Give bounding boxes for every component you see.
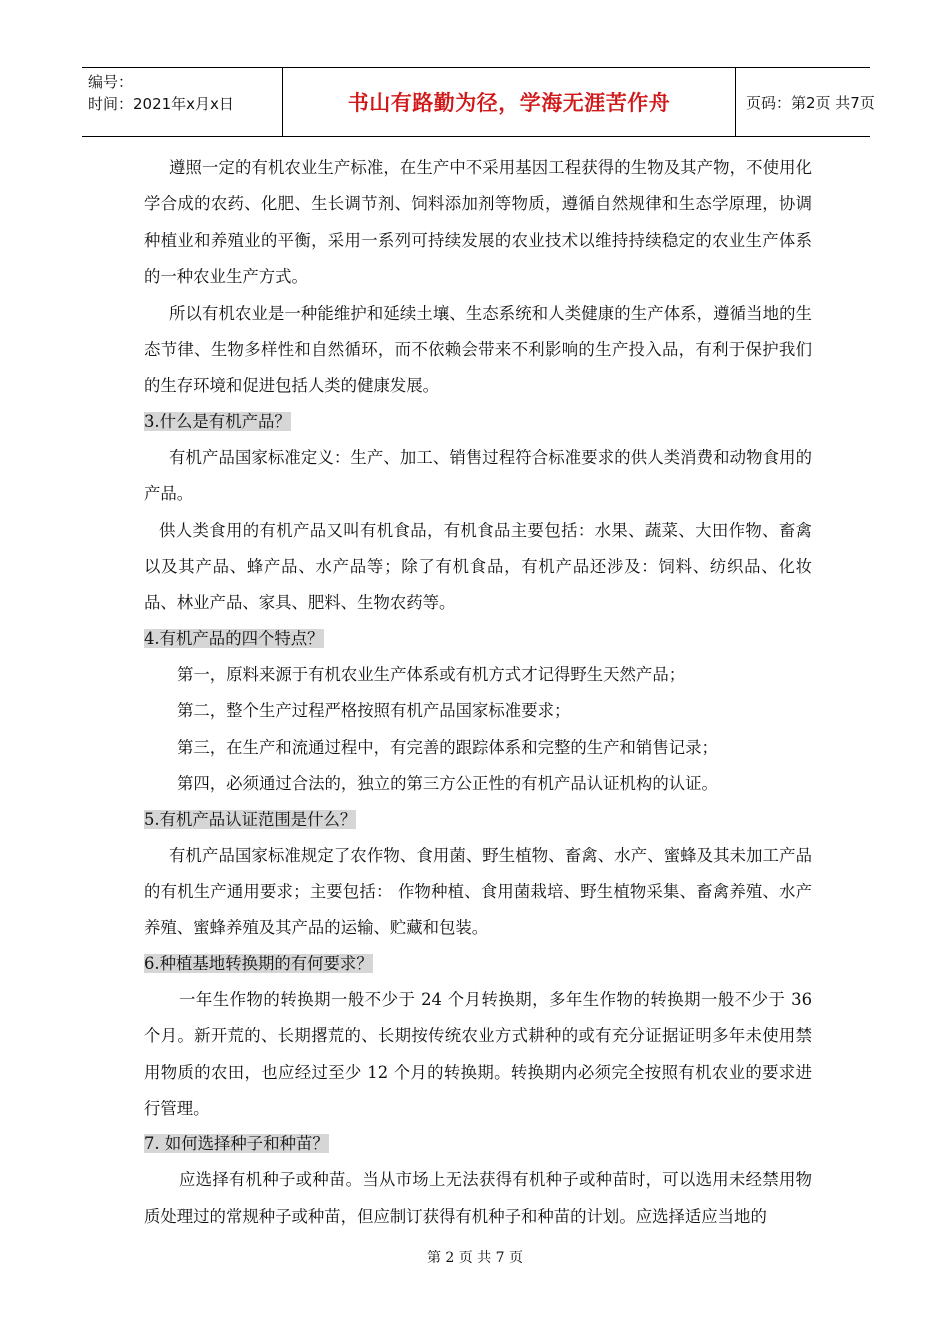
section-heading-5	[144, 805, 812, 835]
number-label: 编号：	[88, 73, 134, 91]
header-page-label: 页码：第2页 共7页	[746, 93, 875, 112]
feature-item-2: 第二，整个生产过程严格按照有机产品国家标准要求；	[177, 701, 571, 721]
feature-item-3: 第三，在生产和流通过程中，有完善的跟踪体系和完整的生产和销售记录；	[177, 737, 718, 757]
section-heading-3-text: 3.什么是有机产品？	[144, 411, 291, 431]
section-heading-5-text: 5.有机产品认证范围是什么？	[144, 809, 357, 829]
paragraph-organic-farming-benefits: 所以有机农业是一种能维护和延续土壤、生态系统和人类健康的生产体系，遵循当地的生态节律、生物多样性和自然循环，而不依赖会带来不利影响的生产投入品，有利于保护我们的生存环境和促进包括人类的健康发展。	[144, 303, 812, 396]
paragraph-conversion-period: 一年生作物的转换期一般不少于 24 个月转换期，多年生作物的转换期一般不少于 36 个月。新开荒的、长期撂荒的、长期按传统农业方式耕种的或有充分证据证明多年未使用禁用物质的农田，也应经过至少 12 个月的转换期。转换期内必须完全按照有机农业的要求进行管理。	[144, 989, 812, 1118]
header-motto: 书山有路勤为径，学海无涯苦作舟	[347, 91, 671, 115]
paragraph-seed-selection: 应选择有机种子或种苗。当从市场上无法获得有机种子或种苗时，可以选用未经禁用物质处理过的常规种子或种苗，但应制订获得有机种子和种苗的计划。应选择适应当地的	[144, 1170, 812, 1226]
paragraph-organic-farming-definition: 遵照一定的有机农业生产标准，在生产中不采用基因工程获得的生物及其产物，不使用化学合成的农药、化肥、生长调节剂、饲料添加剂等物质，遵循自然规律和生态学原理，协调种植业和养殖业的平衡，采用一系列可持续发展的农业技术以维持持续稳定的农业生产体系的一种农业生产方式。	[144, 158, 812, 287]
feature-item-1: 第一，原料来源于有机农业生产体系或有机方式才记得野生天然产品；	[177, 664, 686, 684]
paragraph-certification-scope: 有机产品国家标准规定了农作物、食用菌、野生植物、畜禽、水产、蜜蜂及其未加工产品的有机生产通用要求；主要包括： 作物种植、食用菌栽培、野生植物采集、畜禽养殖、水产养殖、蜜蜂养殖及其产品的运输、贮藏和包装。	[144, 845, 812, 938]
page-footer	[0, 1247, 950, 1267]
section-heading-6-text: 6.种植基地转换期的有何要求？	[144, 953, 373, 973]
paragraph-organic-product-definition: 有机产品国家标准定义：生产、加工、销售过程符合标准要求的供人类消费和动物食用的产品。	[144, 447, 812, 504]
section-heading-4	[144, 624, 812, 654]
section-heading-6	[144, 949, 812, 979]
header-motto-cell	[282, 68, 736, 136]
section-heading-3	[144, 407, 812, 437]
document-body	[144, 150, 812, 1235]
paragraph-organic-food-scope: 供人类食用的有机产品又叫有机食品，有机食品主要包括：水果、蔬菜、大田作物、畜禽以及其产品、蜂产品、水产品等；除了有机食品，有机产品还涉及：饲料、纺织品、化妆品、林业产品、家具、肥料、生物农药等。	[144, 520, 812, 613]
header-page-cell	[736, 68, 875, 136]
footer-page-number: 第 2 页 共 7 页	[426, 1250, 524, 1266]
header-meta	[82, 68, 282, 136]
document-header	[82, 67, 875, 137]
section-heading-7-text: 7. 如何选择种子和种苗？	[144, 1134, 329, 1154]
feature-item-4: 第四，必须通过合法的，独立的第三方公正性的有机产品认证机构的认证。	[177, 774, 718, 794]
section-heading-4-text: 4.有机产品的四个特点？	[144, 628, 324, 648]
time-label: 时间：2021年x月x日	[88, 95, 234, 113]
section-heading-7	[144, 1129, 812, 1159]
